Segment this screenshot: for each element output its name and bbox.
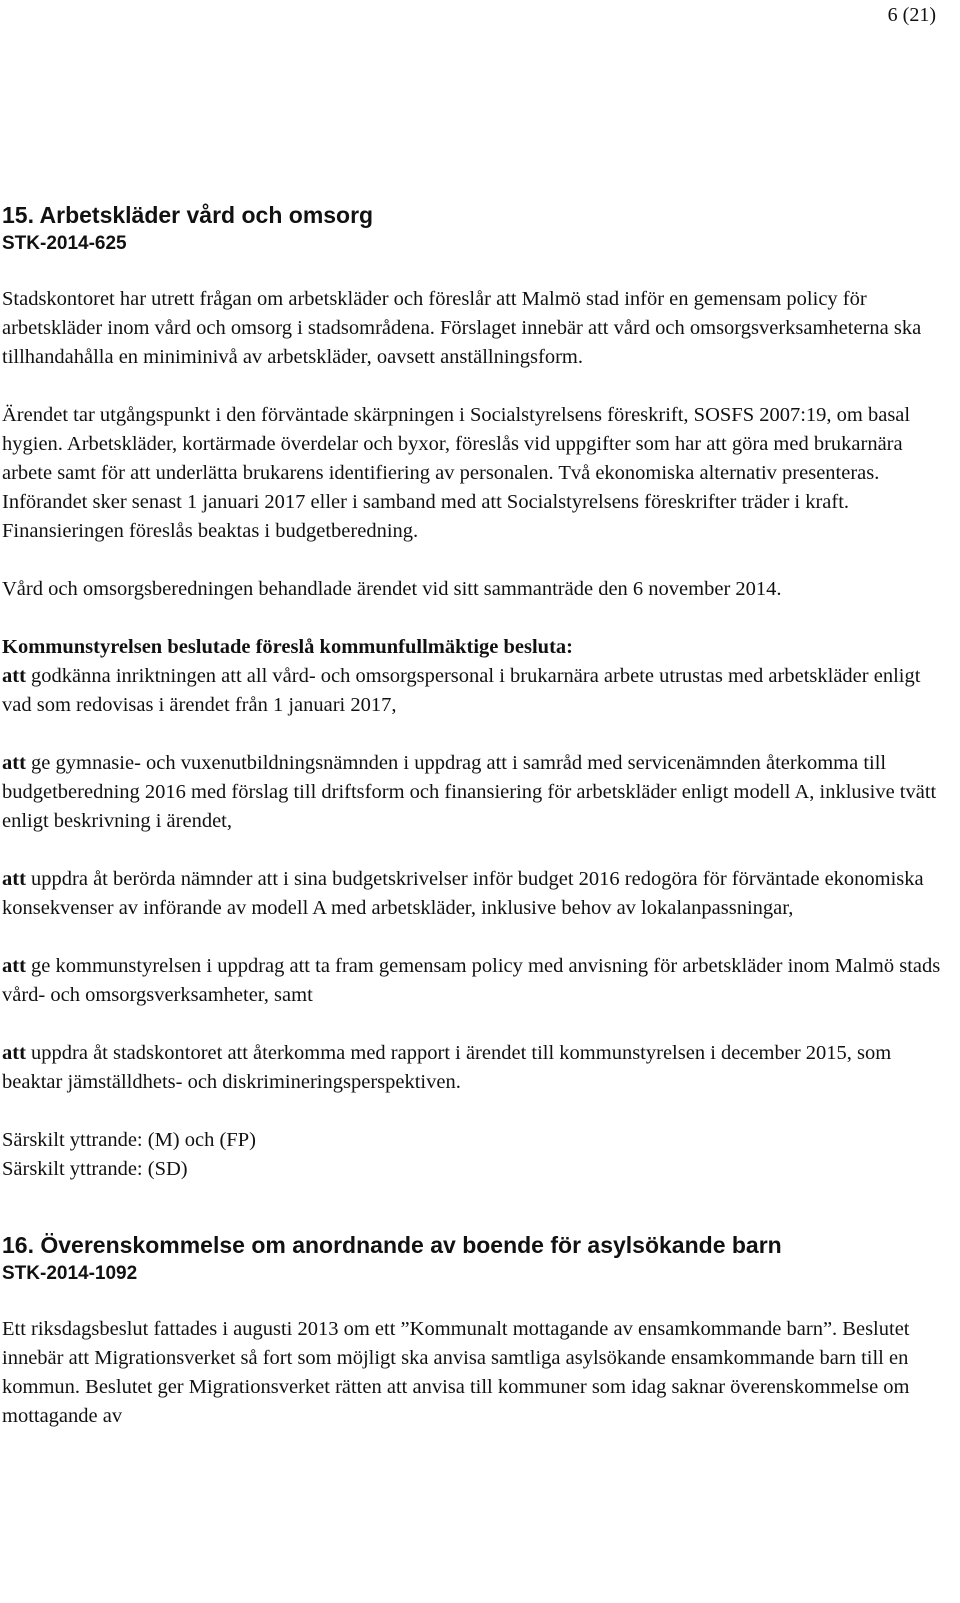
section-15-paragraph-3: Vård och omsorgsberedningen behandlade ärendet vid sitt sammanträde den 6 november 2014. [2,578,782,600]
att-item-1 [2,662,950,720]
att-item-3 [2,865,950,923]
att-item-text: ge kommunstyrelsen i uppdrag att ta fram gemensam policy med anvisning för arbetskläder inom Malmö stads vård- och omsorgsverksamheter, samt [2,955,941,1006]
att-item-text: godkänna inriktningen att all vård- och omsorgspersonal i brukarnära arbete utrustas med arbetskläder enligt vad som redovisas i ärendet från 1 januari 2017, [2,665,921,716]
att-item-4 [2,952,950,1010]
document-body [2,200,950,1460]
att-keyword: att [2,868,26,890]
page-number: 6 (21) [887,4,936,26]
att-item-text: uppdra åt stadskontoret att återkomma med rapport i ärendet till kommunstyrelsen i december 2015, som beaktar jämställdhets- och diskrimineringsperspektiven. [2,1042,892,1093]
att-item-2 [2,749,950,836]
decision-heading: Kommunstyrelsen beslutade föreslå kommunfullmäktige besluta: [2,636,573,658]
att-keyword: att [2,955,26,977]
att-keyword: att [2,1042,26,1064]
section-16-title: 16. Överenskommelse om anordnande av boende för asylsökande barn [2,1232,782,1258]
att-item-text: uppdra åt berörda nämnder att i sina budgetskrivelser inför budget 2016 redogöra för förväntade ekonomiska konsekvenser av införande av modell A med arbetskläder, inklusive behov av lokalanpassningar, [2,868,924,919]
att-keyword: att [2,752,26,774]
section-15 [2,200,950,1184]
section-15-title: 15. Arbetskläder vård och omsorg [2,202,374,228]
section-15-paragraph-1: Stadskontoret har utrett frågan om arbetskläder och föreslår att Malmö stad inför en gemensam policy för arbetskläder inom vård och omsorg i stadsområdena. Förslaget innebär att vård och omsorgsverksamheterna ska tillhandahålla en miniminivå av arbetskläder, oavsett anställningsform. [2,288,922,368]
section-16-paragraph-1: Ett riksdagsbeslut fattades i augusti 2013 om ett ”Kommunalt mottagande av ensamkommande barn”. Beslutet innebär att Migrationsverket så fort som möjligt ska anvisa samtliga asylsökande ensamkommande barn till en kommun. Beslutet ger Migrationsverket rätten att anvisa till kommuner som idag saknar överenskommelse om mottagande av [2,1318,910,1427]
section-16 [2,1230,950,1431]
att-item-text: ge gymnasie- och vuxenutbildningsnämnden i uppdrag att i samråd med servicenämnden återkomma till budgetberedning 2016 med förslag till driftsform och finansiering för arbetskläder enligt modell A, inklusive tvätt enligt beskrivning i ärendet, [2,752,937,832]
section-16-reference: STK-2014-1092 [2,1263,138,1284]
special-statements [2,1126,950,1184]
section-15-paragraph-2: Ärendet tar utgångspunkt i den förväntade skärpningen i Socialstyrelsens föreskrift, SOSFS 2007:19, om basal hygien. Arbetskläder, kortärmade överdelar och byxor, föreslås vid uppgifter som har att göra med brukarnära arbete samt för att underlätta brukarens identifiering av personalen. Två ekonomiska alternativ presenteras. Införandet sker senast 1 januari 2017 eller i samband med att Socialstyrelsens föreskrifter träder i kraft. Finansieringen föreslås beaktas i budgetberedning. [2,404,911,542]
att-keyword: att [2,665,26,687]
special-statement-1: Särskilt yttrande: (M) och (FP) [2,1129,256,1151]
special-statement-2: Särskilt yttrande: (SD) [2,1158,188,1180]
att-item-5 [2,1039,950,1097]
section-15-reference: STK-2014-625 [2,233,127,254]
